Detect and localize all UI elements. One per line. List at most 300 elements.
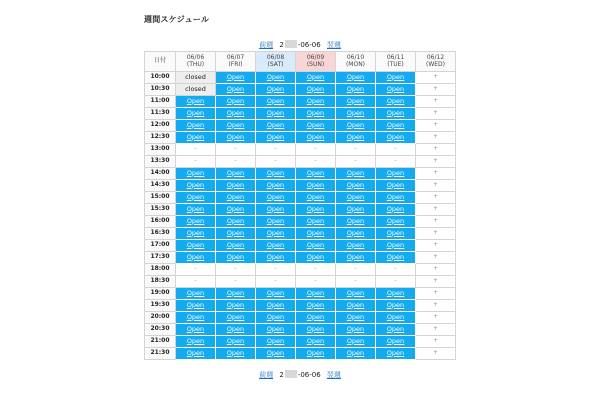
open-slot[interactable] [376,348,416,360]
date-suffix: -06-06 [297,371,321,379]
empty-slot: - [296,156,336,168]
open-slot[interactable] [176,252,216,264]
open-slot-link[interactable]: Open [186,252,205,261]
empty-slot: - [336,144,376,156]
open-slot-link[interactable]: Open [346,324,365,333]
open-slot[interactable] [216,336,256,348]
open-slot-link[interactable]: Open [226,312,245,321]
next-week-link-bottom[interactable]: 翌週 [326,371,341,379]
open-slot[interactable] [216,180,256,192]
open-slot-link[interactable]: Open [346,288,365,297]
empty-slot: - [176,144,216,156]
open-slot-link[interactable]: Open [346,72,365,81]
time-label: 14:00 [145,168,176,180]
open-slot-link[interactable]: Open [186,240,205,249]
open-slot[interactable] [176,288,216,300]
open-slot[interactable] [336,84,376,96]
open-slot[interactable] [176,216,216,228]
open-slot-link[interactable]: Open [226,216,245,225]
open-slot-link[interactable]: Open [386,168,405,177]
open-slot[interactable] [256,336,296,348]
open-slot-link[interactable]: Open [346,228,365,237]
open-slot[interactable] [216,348,256,360]
time-row [145,288,456,300]
open-slot-link[interactable]: Open [226,252,245,261]
open-slot-link[interactable]: Open [306,288,325,297]
open-slot[interactable] [256,252,296,264]
open-slot-link[interactable]: Open [386,204,405,213]
open-slot-link[interactable]: Open [386,96,405,105]
open-slot-link[interactable]: Open [306,192,325,201]
time-label: 21:00 [145,336,176,348]
unavailable-slot: + [416,264,456,276]
open-slot-link[interactable]: Open [386,240,405,249]
open-slot[interactable] [176,132,216,144]
open-slot[interactable] [256,168,296,180]
open-slot-link[interactable]: Open [306,216,325,225]
open-slot[interactable] [296,252,336,264]
unavailable-slot: + [416,204,456,216]
open-slot-link[interactable]: Open [266,324,285,333]
time-row [145,96,456,108]
open-slot[interactable] [336,216,376,228]
time-row [145,156,456,168]
open-slot[interactable] [216,312,256,324]
time-row [145,132,456,144]
open-slot-link[interactable]: Open [186,204,205,213]
open-slot-link[interactable]: Open [306,300,325,309]
open-slot-link[interactable]: Open [226,348,245,357]
open-slot[interactable] [376,84,416,96]
time-row [145,228,456,240]
day-date: 06/07 [226,53,245,61]
day-weekday: (MON) [345,60,366,68]
open-slot[interactable] [336,240,376,252]
empty-slot: - [176,156,216,168]
open-slot[interactable] [296,240,336,252]
open-slot-link[interactable]: Open [266,288,285,297]
day-weekday: (THU) [186,60,205,68]
open-slot[interactable] [216,288,256,300]
current-date-display-bottom [279,370,320,380]
open-slot-link[interactable]: Open [226,300,245,309]
open-slot-link[interactable]: Open [306,336,325,345]
open-slot[interactable] [296,288,336,300]
time-label: 15:00 [145,192,176,204]
open-slot[interactable] [256,96,296,108]
open-slot[interactable] [376,228,416,240]
open-slot[interactable] [296,168,336,180]
open-slot[interactable] [296,108,336,120]
open-slot-link[interactable]: Open [266,120,285,129]
open-slot[interactable] [336,180,376,192]
open-slot[interactable] [336,324,376,336]
open-slot[interactable] [296,204,336,216]
open-slot-link[interactable]: Open [306,240,325,249]
empty-slot: - [376,276,416,288]
open-slot[interactable] [296,72,336,84]
page-title: 週間スケジュール [144,15,210,24]
open-slot-link[interactable]: Open [186,96,205,105]
open-slot[interactable] [176,192,216,204]
open-slot[interactable] [376,96,416,108]
open-slot-link[interactable]: Open [386,72,405,81]
open-slot-link[interactable]: Open [386,348,405,357]
open-slot[interactable] [216,108,256,120]
open-slot-link[interactable]: Open [306,108,325,117]
open-slot-link[interactable]: Open [226,96,245,105]
open-slot[interactable] [336,192,376,204]
open-slot-link[interactable]: Open [266,108,285,117]
open-slot[interactable] [256,84,296,96]
open-slot[interactable] [296,324,336,336]
open-slot[interactable] [176,336,216,348]
open-slot[interactable] [256,108,296,120]
open-slot-link[interactable]: Open [306,324,325,333]
open-slot-link[interactable]: Open [346,336,365,345]
time-label: 19:00 [145,288,176,300]
date-prefix: 2 [279,371,284,379]
open-slot[interactable] [256,324,296,336]
open-slot[interactable] [336,120,376,132]
open-slot-link[interactable]: Open [346,96,365,105]
open-slot-link[interactable]: Open [306,84,325,93]
schedule-body [145,72,456,360]
open-slot[interactable] [376,252,416,264]
open-slot-link[interactable]: Open [226,240,245,249]
open-slot[interactable] [336,72,376,84]
open-slot[interactable] [256,228,296,240]
open-slot-link[interactable]: Open [186,324,205,333]
open-slot-link[interactable]: Open [346,180,365,189]
empty-slot: - [256,276,296,288]
open-slot-link[interactable]: Open [186,348,205,357]
open-slot-link[interactable]: Open [386,324,405,333]
open-slot[interactable] [176,324,216,336]
open-slot[interactable] [176,96,216,108]
open-slot-link[interactable]: Open [346,240,365,249]
open-slot-link[interactable]: Open [386,336,405,345]
unavailable-slot: + [416,192,456,204]
open-slot-link[interactable]: Open [266,312,285,321]
open-slot[interactable] [376,240,416,252]
empty-slot: - [296,144,336,156]
open-slot[interactable] [176,168,216,180]
time-row [145,144,456,156]
open-slot-link[interactable]: Open [266,348,285,357]
open-slot[interactable] [176,180,216,192]
open-slot[interactable] [376,192,416,204]
open-slot-link[interactable]: Open [306,348,325,357]
open-slot-link[interactable]: Open [186,216,205,225]
open-slot[interactable] [176,120,216,132]
open-slot-link[interactable]: Open [386,84,405,93]
time-label: 16:30 [145,228,176,240]
open-slot-link[interactable]: Open [226,324,245,333]
open-slot[interactable] [256,204,296,216]
open-slot-link[interactable]: Open [226,108,245,117]
open-slot[interactable] [376,216,416,228]
open-slot[interactable] [296,192,336,204]
open-slot[interactable] [336,132,376,144]
open-slot[interactable] [256,288,296,300]
unavailable-slot: + [416,72,456,84]
open-slot[interactable] [176,204,216,216]
open-slot-link[interactable]: Open [346,84,365,93]
open-slot-link[interactable]: Open [186,300,205,309]
open-slot-link[interactable]: Open [266,216,285,225]
open-slot[interactable] [376,108,416,120]
open-slot-link[interactable]: Open [386,288,405,297]
open-slot[interactable] [216,120,256,132]
open-slot-link[interactable]: Open [226,72,245,81]
open-slot[interactable] [256,300,296,312]
open-slot[interactable] [376,324,416,336]
open-slot[interactable] [216,252,256,264]
open-slot[interactable] [336,108,376,120]
day-header-4 [336,52,376,72]
unavailable-slot: + [416,144,456,156]
open-slot-link[interactable]: Open [306,228,325,237]
open-slot-link[interactable]: Open [306,132,325,141]
current-date-display [279,40,320,50]
open-slot[interactable] [336,228,376,240]
unavailable-slot: + [416,216,456,228]
open-slot-link[interactable]: Open [226,120,245,129]
open-slot[interactable] [216,84,256,96]
open-slot-link[interactable]: Open [186,312,205,321]
time-row [145,108,456,120]
open-slot-link[interactable]: Open [226,336,245,345]
unavailable-slot: + [416,120,456,132]
open-slot[interactable] [296,216,336,228]
open-slot[interactable] [296,120,336,132]
open-slot-link[interactable]: Open [346,204,365,213]
open-slot[interactable] [256,120,296,132]
open-slot-link[interactable]: Open [306,168,325,177]
open-slot[interactable] [216,324,256,336]
header-row [145,52,456,72]
unavailable-slot: + [416,288,456,300]
open-slot-link[interactable]: Open [186,180,205,189]
open-slot[interactable] [296,336,336,348]
open-slot-link[interactable]: Open [186,228,205,237]
open-slot-link[interactable]: Open [266,336,285,345]
open-slot[interactable] [256,240,296,252]
open-slot[interactable] [376,312,416,324]
day-header-2 [256,52,296,72]
open-slot[interactable] [176,312,216,324]
open-slot-link[interactable]: Open [346,132,365,141]
redacted-block [285,370,297,378]
open-slot[interactable] [256,216,296,228]
open-slot-link[interactable]: Open [266,96,285,105]
open-slot-link[interactable]: Open [346,252,365,261]
empty-slot: - [216,276,256,288]
unavailable-slot: + [416,132,456,144]
open-slot-link[interactable]: Open [266,132,285,141]
open-slot[interactable] [376,288,416,300]
open-slot[interactable] [296,300,336,312]
open-slot-link[interactable]: Open [346,192,365,201]
open-slot-link[interactable]: Open [226,228,245,237]
open-slot[interactable] [216,204,256,216]
open-slot-link[interactable]: Open [266,240,285,249]
open-slot[interactable] [256,348,296,360]
open-slot-link[interactable]: Open [386,180,405,189]
open-slot-link[interactable]: Open [386,252,405,261]
open-slot[interactable] [216,240,256,252]
open-slot-link[interactable]: Open [306,120,325,129]
open-slot[interactable] [296,96,336,108]
open-slot-link[interactable]: Open [306,72,325,81]
open-slot[interactable] [256,72,296,84]
open-slot-link[interactable]: Open [386,312,405,321]
open-slot-link[interactable]: Open [226,168,245,177]
open-slot-link[interactable]: Open [226,288,245,297]
open-slot-link[interactable]: Open [346,120,365,129]
open-slot-link[interactable]: Open [266,300,285,309]
unavailable-slot: + [416,156,456,168]
open-slot-link[interactable]: Open [186,120,205,129]
open-slot[interactable] [216,192,256,204]
open-slot-link[interactable]: Open [266,168,285,177]
open-slot-link[interactable]: Open [386,108,405,117]
next-week-link[interactable]: 翌週 [326,41,341,49]
open-slot[interactable] [376,336,416,348]
open-slot[interactable] [296,312,336,324]
open-slot-link[interactable]: Open [346,312,365,321]
open-slot-link[interactable]: Open [386,300,405,309]
open-slot[interactable] [336,288,376,300]
time-label: 17:30 [145,252,176,264]
open-slot[interactable] [376,180,416,192]
time-label: 20:30 [145,324,176,336]
open-slot[interactable] [216,72,256,84]
open-slot[interactable] [296,348,336,360]
open-slot-link[interactable]: Open [306,252,325,261]
open-slot-link[interactable]: Open [226,180,245,189]
open-slot-link[interactable]: Open [266,252,285,261]
open-slot-link[interactable]: Open [186,168,205,177]
open-slot-link[interactable]: Open [186,132,205,141]
unavailable-slot: + [416,336,456,348]
empty-slot: - [216,144,256,156]
empty-slot: - [376,264,416,276]
open-slot[interactable] [176,240,216,252]
open-slot-link[interactable]: Open [346,168,365,177]
open-slot-link[interactable]: Open [226,132,245,141]
open-slot[interactable] [176,300,216,312]
unavailable-slot: + [416,312,456,324]
open-slot-link[interactable]: Open [266,192,285,201]
open-slot-link[interactable]: Open [266,180,285,189]
open-slot-link[interactable]: Open [226,192,245,201]
open-slot-link[interactable]: Open [386,120,405,129]
open-slot[interactable] [376,300,416,312]
open-slot-link[interactable]: Open [266,228,285,237]
day-date: 06/08 [266,53,285,61]
open-slot[interactable] [376,120,416,132]
open-slot-link[interactable]: Open [386,228,405,237]
open-slot-link[interactable]: Open [346,300,365,309]
open-slot-link[interactable]: Open [226,204,245,213]
open-slot[interactable] [376,132,416,144]
open-slot[interactable] [216,300,256,312]
open-slot[interactable] [256,312,296,324]
open-slot[interactable] [216,216,256,228]
open-slot[interactable] [336,204,376,216]
open-slot[interactable] [376,204,416,216]
open-slot[interactable] [296,84,336,96]
open-slot[interactable] [256,192,296,204]
open-slot-link[interactable]: Open [186,108,205,117]
unavailable-slot: + [416,300,456,312]
open-slot-link[interactable]: Open [186,192,205,201]
open-slot-link[interactable]: Open [386,132,405,141]
open-slot[interactable] [296,228,336,240]
open-slot-link[interactable]: Open [306,180,325,189]
open-slot[interactable] [336,168,376,180]
open-slot[interactable] [216,228,256,240]
open-slot-link[interactable]: Open [306,312,325,321]
open-slot[interactable] [336,300,376,312]
open-slot[interactable] [336,348,376,360]
open-slot-link[interactable]: Open [266,204,285,213]
open-slot[interactable] [376,72,416,84]
open-slot[interactable] [296,180,336,192]
open-slot[interactable] [216,96,256,108]
open-slot-link[interactable]: Open [266,84,285,93]
open-slot[interactable] [336,252,376,264]
open-slot-link[interactable]: Open [186,288,205,297]
open-slot-link[interactable]: Open [386,216,405,225]
open-slot[interactable] [296,132,336,144]
open-slot-link[interactable]: Open [306,204,325,213]
open-slot-link[interactable]: Open [226,84,245,93]
closed-slot: closed [176,84,216,96]
open-slot-link[interactable]: Open [306,96,325,105]
open-slot[interactable] [216,132,256,144]
open-slot-link[interactable]: Open [266,72,285,81]
open-slot[interactable] [176,108,216,120]
time-label: 21:30 [145,348,176,360]
day-date: 06/11 [386,53,405,61]
time-label: 13:00 [145,144,176,156]
open-slot-link[interactable]: Open [346,216,365,225]
open-slot-link[interactable]: Open [386,192,405,201]
open-slot-link[interactable]: Open [346,108,365,117]
open-slot[interactable] [176,348,216,360]
open-slot[interactable] [256,132,296,144]
open-slot[interactable] [256,180,296,192]
open-slot-link[interactable]: Open [346,348,365,357]
open-slot[interactable] [336,336,376,348]
open-slot-link[interactable]: Open [186,336,205,345]
prev-week-link-bottom[interactable]: 前週 [259,371,274,379]
open-slot[interactable] [216,168,256,180]
time-row [145,192,456,204]
empty-slot: - [296,264,336,276]
time-label: 18:30 [145,276,176,288]
day-date: 06/10 [346,53,365,61]
prev-week-link[interactable]: 前週 [259,41,274,49]
open-slot[interactable] [176,228,216,240]
open-slot[interactable] [336,312,376,324]
day-header-6 [416,52,456,72]
open-slot[interactable] [376,168,416,180]
open-slot[interactable] [336,96,376,108]
